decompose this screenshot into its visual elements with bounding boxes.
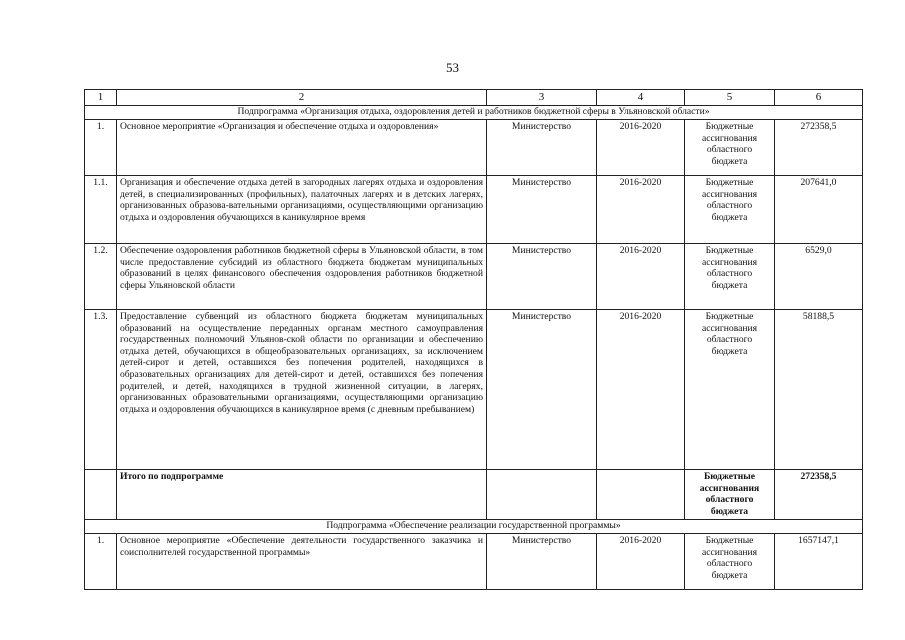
column-number-row xyxy=(85,90,863,106)
row-amount: 272358,5 xyxy=(775,120,863,176)
row-funding-source: Бюджетные ассигнования областного бюджета xyxy=(685,176,775,244)
row-executor: Министерство xyxy=(487,176,597,244)
row-description: Основное мероприятие «Обеспечение деятельности государственного заказчика и соисполнителей государственной программы» xyxy=(117,534,487,590)
subprogram-row xyxy=(85,520,863,534)
column-number: 1 xyxy=(85,90,117,106)
row-funding-source: Бюджетные ассигнования областного бюджета xyxy=(685,244,775,310)
subprogram-row xyxy=(85,106,863,120)
row-number: 1.3. xyxy=(85,310,117,470)
row-description: Обеспечение оздоровления работников бюджетной сферы в Ульяновской области, в том числе предоставление субсидий из областного бюджета бюджетам муниципальных образований в целях финансового обеспечения оздоровления работников бюджетной сферы Ульяновской области xyxy=(117,244,487,310)
row-description: Предоставление субвенций из областного бюджета бюджетам муниципальных образований на осуществление переданных органам местного самоуправления государственных полномочий Ульянов-ской области по организации и обеспечению отдыха детей, обучающихся в общеобразовательных организациях, за исключением детей-сирот и детей, оставшихся без попечения родителей, находящихся в образовательных организациях для детей-сирот и детей, оставшихся без попечения родителей, и детей, находящихся в трудной жизненной ситуации, в лагерях, организованных образовательными организациями, осуществляющими организацию отдыха и оздоровления обучающихся в каникулярное время (с дневным пребыванием) xyxy=(117,310,487,470)
row-executor: Министерство xyxy=(487,534,597,590)
row-amount: 207641,0 xyxy=(775,176,863,244)
row-executor: Министерство xyxy=(487,310,597,470)
total-amount: 272358,5 xyxy=(775,470,863,520)
row-period: 2016-2020 xyxy=(597,534,685,590)
row-number: 1.2. xyxy=(85,244,117,310)
row-period: 2016-2020 xyxy=(597,176,685,244)
row-executor: Министерство xyxy=(487,120,597,176)
subprogram-title: Подпрограмма «Обеспечение реализации государственной программы» xyxy=(85,520,863,534)
row-funding-source: Бюджетные ассигнования областного бюджета xyxy=(685,120,775,176)
table-row xyxy=(85,120,863,176)
row-number: 1. xyxy=(85,534,117,590)
row-description: Основное мероприятие «Организация и обеспечение отдыха и оздоровления» xyxy=(117,120,487,176)
row-description: Организация и обеспечение отдыха детей в загородных лагерях отдыха и оздоровления детей, в специализированных (профильных), палаточных лагерях и в детских лагерях, организованных образова-вательными организациями, осуществляющими организацию отдыха и оздоровления обучающихся в каникулярное время xyxy=(117,176,487,244)
table-row xyxy=(85,176,863,244)
row-period: 2016-2020 xyxy=(597,120,685,176)
row-number: 1. xyxy=(85,120,117,176)
column-number: 3 xyxy=(487,90,597,106)
subprogram-title: Подпрограмма «Организация отдыха, оздоровления детей и работников бюджетной сферы в Ульяновской области» xyxy=(85,106,863,120)
budget-table xyxy=(84,89,863,590)
row-funding-source: Бюджетные ассигнования областного бюджета xyxy=(685,534,775,590)
column-number: 4 xyxy=(597,90,685,106)
page-number: 53 xyxy=(446,60,459,75)
row-executor: Министерство xyxy=(487,244,597,310)
row-number: 1.1. xyxy=(85,176,117,244)
row-funding-source: Бюджетные ассигнования областного бюджета xyxy=(685,310,775,470)
table-row xyxy=(85,534,863,590)
total-label: Итого по подпрограмме xyxy=(117,470,487,520)
row-period: 2016-2020 xyxy=(597,310,685,470)
row-amount: 1657147,1 xyxy=(775,534,863,590)
total-row xyxy=(85,470,863,520)
row-amount: 6529,0 xyxy=(775,244,863,310)
column-number: 2 xyxy=(117,90,487,106)
total-funding-source: Бюджетные ассигнования областного бюджета xyxy=(685,470,775,520)
row-amount: 58188,5 xyxy=(775,310,863,470)
row-period: 2016-2020 xyxy=(597,244,685,310)
column-number: 6 xyxy=(775,90,863,106)
table-row xyxy=(85,244,863,310)
table-row xyxy=(85,310,863,470)
column-number: 5 xyxy=(685,90,775,106)
